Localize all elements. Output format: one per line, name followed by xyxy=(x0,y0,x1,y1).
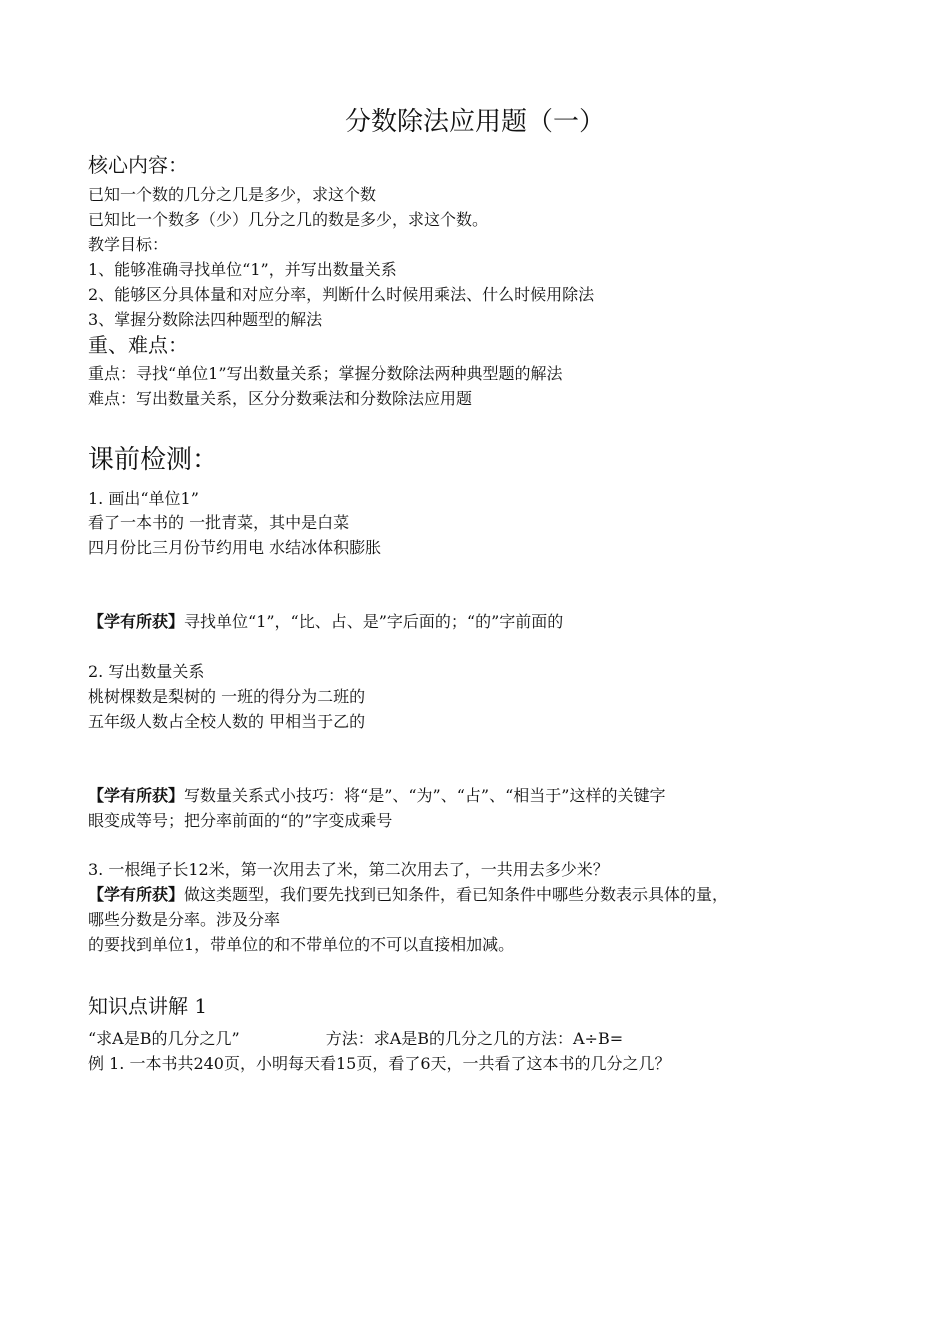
gain-text: 寻找单位“1”，“比、占、是”字后面的；“的”字前面的 xyxy=(184,612,564,631)
page-title: 分数除法应用题（一） xyxy=(344,107,605,137)
example-1: 例 1. 一本书共240页，小明每天看15页，看了6天，一共看了这本书的几分之几？ xyxy=(88,1054,671,1073)
goal-item: 3、掌握分数除法四种题型的解法 xyxy=(88,310,323,329)
core-heading: 核心内容： xyxy=(88,153,188,177)
question-1-line: 看了一本书的 一批青菜，其中是白菜 xyxy=(88,513,350,532)
core-item: 已知比一个数多（少）几分之几的数是多少，求这个数。 xyxy=(88,210,489,229)
difficult-point: 难点：写出数量关系，区分分数乘法和分数除法应用题 xyxy=(88,389,473,408)
goals-heading: 教学目标： xyxy=(88,235,169,254)
gain-3-continued: 哪些分数是分率。涉及分率 xyxy=(88,910,281,929)
question-1-title: 1. 画出“单位1” xyxy=(88,489,199,508)
goal-item: 2、能够区分具体量和对应分率，判断什么时候用乘法、什么时候用除法 xyxy=(88,285,595,304)
precheck-heading: 课前检测： xyxy=(88,445,219,475)
question-1-line: 四月份比三月份节约用电 水结冰体积膨胀 xyxy=(88,538,382,557)
gain-3 xyxy=(88,884,728,906)
gain-label: 【学有所获】 xyxy=(88,612,185,631)
key-point: 重点：寻找“单位1”写出数量关系；掌握分数除法两种典型题的解法 xyxy=(88,364,563,383)
question-2-line: 桃树棵数是梨树的 一班的得分为二班的 xyxy=(88,687,366,706)
goal-item: 1、能够准确寻找单位“1”，并写出数量关系 xyxy=(88,260,397,279)
gain-text: 写数量关系式小技巧：将“是”、“为”、“占”、“相当于”这样的关键字 xyxy=(184,786,666,805)
question-3-title: 3. 一根绳子长12米，第一次用去了米，第二次用去了，一共用去多少米？ xyxy=(88,860,609,879)
question-2-line: 五年级人数占全校人数的 甲相当于乙的 xyxy=(88,712,366,731)
gain-1 xyxy=(88,611,563,633)
knowledge-topic: “求A是B的几分之几” xyxy=(88,1029,240,1048)
gain-label: 【学有所获】 xyxy=(88,885,185,904)
knowledge-heading: 知识点讲解 1 xyxy=(88,994,208,1018)
knowledge-method: 方法：求A是B的几分之几的方法：A÷B= xyxy=(325,1029,624,1048)
gain-label: 【学有所获】 xyxy=(88,786,185,805)
gain-2 xyxy=(88,785,665,807)
question-2-title: 2. 写出数量关系 xyxy=(88,662,205,681)
knowledge-line xyxy=(88,1028,623,1050)
gain-3-continued: 的要找到单位1，带单位的和不带单位的不可以直接相加减。 xyxy=(88,935,515,954)
key-heading: 重、难点： xyxy=(88,333,188,357)
core-item: 已知一个数的几分之几是多少，求这个数 xyxy=(88,185,377,204)
gain-2-continued: 眼变成等号；把分率前面的“的”字变成乘号 xyxy=(88,811,393,830)
gain-text: 做这类题型，我们要先找到已知条件，看已知条件中哪些分数表示具体的量， xyxy=(184,885,729,904)
